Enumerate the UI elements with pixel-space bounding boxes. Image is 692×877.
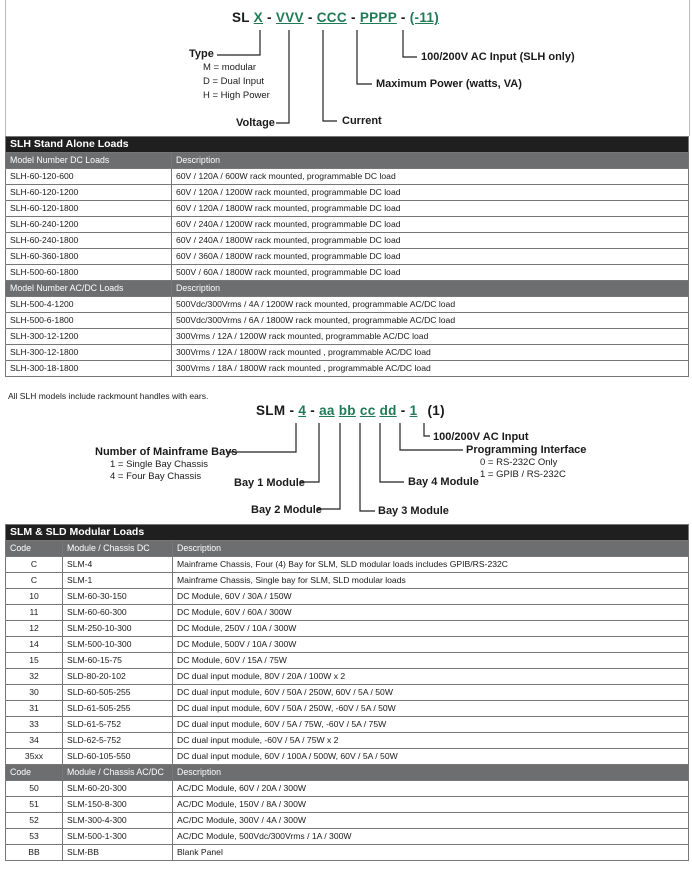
table-cell: 14 <box>6 637 63 653</box>
code-ac-option: (1) <box>427 403 445 418</box>
table-header-row <box>6 281 689 297</box>
code-bay2: bb <box>338 403 356 418</box>
table-cell: SLD-60-505-255 <box>63 685 173 701</box>
section-title-row <box>6 525 689 541</box>
table-cell: 60V / 120A / 1800W rack mounted, programmable DC load <box>172 201 689 217</box>
table-row <box>6 557 689 573</box>
column-header: Description <box>172 153 689 169</box>
bay2-label: Bay 2 Module <box>251 504 322 516</box>
table-cell: SLH-300-12-1200 <box>6 329 172 345</box>
slh-part-number-diagram <box>0 0 692 136</box>
table-row <box>6 233 689 249</box>
code-prefix: SLM <box>256 403 286 418</box>
table-cell: Blank Panel <box>173 845 689 861</box>
table-cell: 60V / 360A / 1800W rack mounted, programmable DC load <box>172 249 689 265</box>
table-row <box>6 733 689 749</box>
table-cell: Mainframe Chassis, Single bay for SLM, SLD modular loads <box>173 573 689 589</box>
table-row <box>6 829 689 845</box>
column-header: Model Number DC Loads <box>6 153 172 169</box>
table-cell: 53 <box>6 829 63 845</box>
table-cell: SLD-61-505-255 <box>63 701 173 717</box>
code-dash: - <box>310 403 315 418</box>
table-cell: BB <box>6 845 63 861</box>
prog-option: 0 = RS-232C Only <box>480 457 558 468</box>
table-cell: 51 <box>6 797 63 813</box>
table-cell: 32 <box>6 669 63 685</box>
table-header-row <box>6 765 689 781</box>
code-dash: - <box>289 403 295 418</box>
table-cell: 30 <box>6 685 63 701</box>
bays-option: 4 = Four Bay Chassis <box>110 471 202 482</box>
table-cell: SLD-80-20-102 <box>63 669 173 685</box>
slm-part-number-diagram <box>0 400 692 522</box>
table-cell: SLM-1 <box>63 573 173 589</box>
table-row <box>6 605 689 621</box>
table-row <box>6 201 689 217</box>
table-cell: SLM-250-10-300 <box>63 621 173 637</box>
table-row <box>6 169 689 185</box>
table-cell: SLM-4 <box>63 557 173 573</box>
table-cell: 50 <box>6 781 63 797</box>
table-row <box>6 329 689 345</box>
table-row <box>6 313 689 329</box>
section-title-row <box>6 137 689 153</box>
table-cell: 15 <box>6 653 63 669</box>
slm-ac-input-label: 100/200V AC Input <box>433 431 529 443</box>
table-cell: DC dual input module, -60V / 5A / 75W x 2 <box>173 733 689 749</box>
table-cell: SLD-62-5-752 <box>63 733 173 749</box>
table-cell: SLH-60-240-1800 <box>6 233 172 249</box>
code-dash: - <box>350 10 356 25</box>
column-header: Code <box>6 541 63 557</box>
column-header: Module / Chassis DC <box>63 541 173 557</box>
table-cell: DC dual input module, 60V / 5A / 75W, -60V / 5A / 75W <box>173 717 689 733</box>
section-title: SLH Stand Alone Loads <box>6 137 689 153</box>
table-cell: 300Vrms / 12A / 1800W rack mounted , programmable AC/DC load <box>172 345 689 361</box>
table-cell: DC Module, 250V / 10A / 300W <box>173 621 689 637</box>
table-cell: 300Vrms / 12A / 1200W rack mounted, programmable AC/DC load <box>172 329 689 345</box>
prog-option: 1 = GPIB / RS-232C <box>480 469 566 480</box>
table-cell: SLD-61-5-752 <box>63 717 173 733</box>
table-cell: SLH-300-12-1800 <box>6 345 172 361</box>
table-cell: SLM-500-10-300 <box>63 637 173 653</box>
table-row <box>6 781 689 797</box>
prog-interface-label: Programming Interface <box>466 444 587 456</box>
code-dash: - <box>267 10 272 25</box>
type-label: Type <box>189 48 214 60</box>
table-row <box>6 185 689 201</box>
table-cell: DC dual input module, 80V / 20A / 100W x 2 <box>173 669 689 685</box>
code-bay4: dd <box>379 403 397 418</box>
table-cell: 52 <box>6 813 63 829</box>
code-dash: - <box>307 10 313 25</box>
table-cell: SLH-60-360-1800 <box>6 249 172 265</box>
slm-table <box>5 524 689 861</box>
table-row <box>6 621 689 637</box>
table-cell: 33 <box>6 717 63 733</box>
column-header: Description <box>173 541 689 557</box>
table-row <box>6 813 689 829</box>
code-dash: - <box>400 403 406 418</box>
table-cell: 35xx <box>6 749 63 765</box>
bay1-label: Bay 1 Module <box>234 477 305 489</box>
table-cell: 300Vrms / 18A / 1800W rack mounted , programmable AC/DC load <box>172 361 689 377</box>
bay4-label: Bay 4 Module <box>408 476 479 488</box>
table-row <box>6 297 689 313</box>
bay3-label: Bay 3 Module <box>378 505 449 517</box>
table-cell: SLH-60-120-1800 <box>6 201 172 217</box>
table-cell: DC Module, 60V / 60A / 300W <box>173 605 689 621</box>
table-cell: DC dual input module, 60V / 100A / 500W, 60V / 5A / 50W <box>173 749 689 765</box>
table-row <box>6 361 689 377</box>
code-bays: 4 <box>298 403 307 418</box>
table-cell: 12 <box>6 621 63 637</box>
table-row <box>6 573 689 589</box>
code-bay3: cc <box>359 403 376 418</box>
code-bay1: aa <box>319 403 335 418</box>
bays-label: Number of Mainframe Bays <box>95 446 238 458</box>
voltage-label: Voltage <box>236 117 275 129</box>
table-cell: 500V / 60A / 1800W rack mounted, programmable DC load <box>172 265 689 281</box>
table-cell: SLM-60-30-150 <box>63 589 173 605</box>
table-cell: AC/DC Module, 300V / 4A / 300W <box>173 813 689 829</box>
bays-option: 1 = Single Bay Chassis <box>110 459 208 470</box>
table-cell: 11 <box>6 605 63 621</box>
type-option: M = modular <box>203 62 257 73</box>
table-cell: SLM-60-15-75 <box>63 653 173 669</box>
table-row <box>6 637 689 653</box>
table-cell: SLH-60-240-1200 <box>6 217 172 233</box>
table-row <box>6 265 689 281</box>
table-cell: DC Module, 500V / 10A / 300W <box>173 637 689 653</box>
table-cell: SLM-BB <box>63 845 173 861</box>
column-header: Description <box>172 281 689 297</box>
table-cell: SLH-60-120-1200 <box>6 185 172 201</box>
table-header-row <box>6 541 689 557</box>
table-row <box>6 217 689 233</box>
max-power-label: Maximum Power (watts, VA) <box>376 78 522 90</box>
table-row <box>6 797 689 813</box>
code-power: PPPP <box>359 10 397 25</box>
table-row <box>6 653 689 669</box>
slh-code <box>232 12 439 24</box>
code-current: CCC <box>316 10 347 25</box>
slh-table <box>5 136 689 377</box>
table-cell: AC/DC Module, 150V / 8A / 300W <box>173 797 689 813</box>
table-cell: SLM-150-8-300 <box>63 797 173 813</box>
table-row <box>6 685 689 701</box>
column-header: Code <box>6 765 63 781</box>
section-title: SLM & SLD Modular Loads <box>6 525 689 541</box>
code-voltage: VVV <box>275 10 304 25</box>
table-cell: DC Module, 60V / 15A / 75W <box>173 653 689 669</box>
table-cell: SLH-60-120-600 <box>6 169 172 185</box>
table-cell: C <box>6 573 63 589</box>
table-cell: Mainframe Chassis, Four (4) Bay for SLM, SLD modular loads includes GPIB/RS-232C <box>173 557 689 573</box>
table-cell: 34 <box>6 733 63 749</box>
table-row <box>6 669 689 685</box>
slh-note: All SLH models include rackmount handles with ears. <box>8 391 209 401</box>
table-row <box>6 749 689 765</box>
table-cell: SLM-300-4-300 <box>63 813 173 829</box>
slm-code <box>256 405 445 417</box>
table-row <box>6 249 689 265</box>
table-cell: 60V / 240A / 1200W rack mounted, programmable DC load <box>172 217 689 233</box>
table-cell: 60V / 240A / 1800W rack mounted, programmable DC load <box>172 233 689 249</box>
table-row <box>6 717 689 733</box>
table-cell: SLD-60-105-550 <box>63 749 173 765</box>
table-cell: 10 <box>6 589 63 605</box>
code-ac-option: (-11) <box>409 10 439 25</box>
type-option: D = Dual Input <box>203 76 264 87</box>
table-header-row <box>6 153 689 169</box>
table-row <box>6 701 689 717</box>
table-cell: SLM-60-60-300 <box>63 605 173 621</box>
table-cell: SLH-500-6-1800 <box>6 313 172 329</box>
table-row <box>6 589 689 605</box>
table-cell: 60V / 120A / 1200W rack mounted, programmable DC load <box>172 185 689 201</box>
table-cell: SLM-60-20-300 <box>63 781 173 797</box>
table-row <box>6 345 689 361</box>
code-interface: 1 <box>409 403 418 418</box>
table-cell: AC/DC Module, 500Vdc/300Vrms / 1A / 300W <box>173 829 689 845</box>
type-option: H = High Power <box>203 90 270 101</box>
slm-leader-lines <box>0 400 692 522</box>
table-cell: 31 <box>6 701 63 717</box>
table-cell: SLH-300-18-1800 <box>6 361 172 377</box>
column-header: Description <box>173 765 689 781</box>
table-cell: 60V / 120A / 600W rack mounted, programmable DC load <box>172 169 689 185</box>
current-label: Current <box>342 115 382 127</box>
column-header: Module / Chassis AC/DC <box>63 765 173 781</box>
code-prefix: SL <box>232 10 250 25</box>
code-type: X <box>253 10 263 25</box>
table-cell: C <box>6 557 63 573</box>
table-cell: DC dual input module, 60V / 50A / 250W, 60V / 5A / 50W <box>173 685 689 701</box>
table-cell: SLM-500-1-300 <box>63 829 173 845</box>
table-cell: DC dual input module, 60V / 50A / 250W, -60V / 5A / 50W <box>173 701 689 717</box>
ac-input-label: 100/200V AC Input (SLH only) <box>421 51 575 63</box>
code-dash: - <box>400 10 406 25</box>
table-cell: 500Vdc/300Vrms / 6A / 1800W rack mounted, programmable AC/DC load <box>172 313 689 329</box>
table-cell: AC/DC Module, 60V / 20A / 300W <box>173 781 689 797</box>
table-cell: DC Module, 60V / 30A / 150W <box>173 589 689 605</box>
table-cell: SLH-500-60-1800 <box>6 265 172 281</box>
table-cell: 500Vdc/300Vrms / 4A / 1200W rack mounted, programmable AC/DC load <box>172 297 689 313</box>
table-row <box>6 845 689 861</box>
column-header: Model Number AC/DC Loads <box>6 281 172 297</box>
table-cell: SLH-500-4-1200 <box>6 297 172 313</box>
